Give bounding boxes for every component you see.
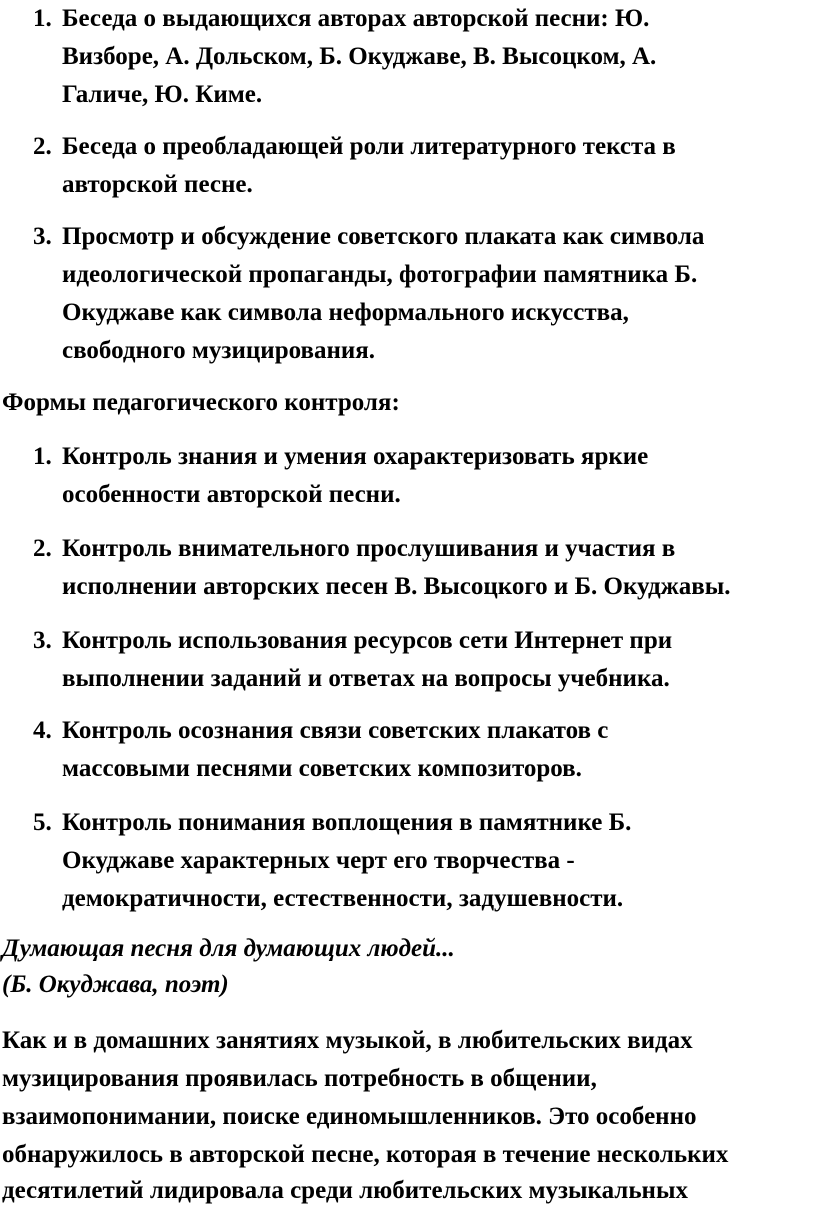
list-item-text: Просмотр и обсуждение советского плаката как символа <box>62 223 705 250</box>
paragraph-line: обнаружилось в авторской песне, которая в течение нескольких <box>2 1141 729 1168</box>
list-item-number: 4. <box>33 717 52 744</box>
list-item-number: 3. <box>33 223 52 250</box>
list-item-text: Контроль знания и умения охарактеризовать яркие <box>62 443 649 470</box>
list-item-text: Окуджаве характерных черт его творчества - <box>62 847 575 874</box>
paragraph-line: десятилетий лидировала среди любительских музыкальных <box>2 1177 688 1204</box>
list-item-text: массовыми песнями советских композиторов. <box>62 755 582 782</box>
list-item-text: исполнении авторских песен В. Высоцкого и Б. Окуджавы. <box>62 573 731 600</box>
list-item-number: 1. <box>33 5 52 32</box>
list-item-number: 5. <box>33 809 52 836</box>
list-item-number: 2. <box>33 133 52 160</box>
list-item-number: 2. <box>33 535 52 562</box>
paragraph-line: Как и в домашних занятиях музыкой, в любительских видах <box>2 1027 693 1054</box>
list-item-text: Беседа о выдающихся авторах авторской песни: Ю. <box>62 5 650 32</box>
list-item-text: Контроль внимательного прослушивания и участия в <box>62 535 676 562</box>
list-item-text: Визборе, А. Дольском, Б. Окуджаве, В. Высоцком, А. <box>62 43 657 70</box>
list-item-text: идеологической пропаганды, фотографии памятника Б. <box>62 261 698 288</box>
list-item-text: особенности авторской песни. <box>62 481 401 508</box>
list-item-text: Контроль понимания воплощения в памятнике Б. <box>62 809 632 836</box>
list-item-text: Окуджаве как символа неформального искусства, <box>62 299 629 326</box>
list-item-text: Беседа о преобладающей роли литературного текста в <box>62 133 676 160</box>
list-item-text: Контроль осознания связи советских плакатов с <box>62 717 609 744</box>
list-item-text: демократичности, естественности, задушевности. <box>62 885 624 912</box>
control-forms-heading: Формы педагогического контроля: <box>2 389 400 416</box>
list-item-text: свободного музицирования. <box>62 337 376 364</box>
epigraph-quote: Думающая песня для думающих людей... <box>2 935 455 962</box>
list-item-text: Галиче, Ю. Киме. <box>62 81 263 108</box>
paragraph-line: взаимопонимании, поиске единомышленников. Это особенно <box>2 1103 697 1130</box>
list-item-text: Контроль использования ресурсов сети Интернет при <box>62 627 673 654</box>
paragraph-line: музицирования проявилась потребность в общении, <box>2 1065 597 1092</box>
list-item-number: 3. <box>33 627 52 654</box>
epigraph-attribution: (Б. Окуджава, поэт) <box>2 971 229 998</box>
list-item-text: авторской песне. <box>62 171 253 198</box>
list-item-number: 1. <box>33 443 52 470</box>
list-item-text: выполнении заданий и ответах на вопросы учебника. <box>62 665 670 692</box>
